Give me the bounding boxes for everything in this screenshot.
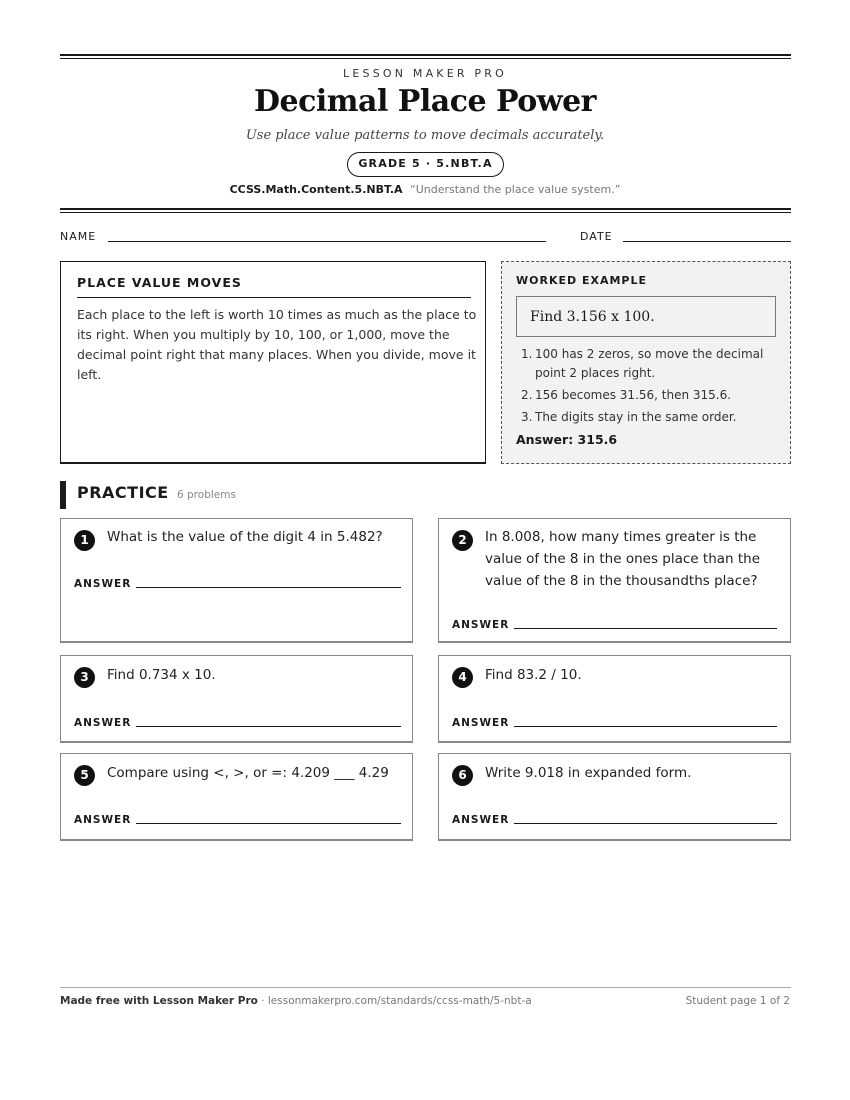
answer-label: ANSWER [452, 717, 510, 729]
name-label: NAME [60, 230, 97, 243]
problem-question: Find 0.734 x 10. [107, 667, 216, 683]
page-subtitle: Use place value patterns to move decimals accurately. [245, 128, 605, 143]
name-field[interactable] [108, 241, 546, 242]
answer-label: ANSWER [74, 578, 132, 590]
answer-label: ANSWER [452, 814, 510, 826]
header-bottom-rule-thin [60, 212, 791, 213]
problem-number-badge: 1 [74, 530, 95, 551]
practice-accent-bar [60, 481, 66, 509]
date-label: DATE [580, 230, 613, 243]
header-top-rule [60, 54, 791, 56]
answer-field[interactable] [514, 823, 777, 824]
problem-card-5 [60, 753, 413, 841]
problem-number-badge: 4 [452, 667, 473, 688]
answer-field[interactable] [514, 726, 777, 727]
answer-label: ANSWER [74, 814, 132, 826]
standard-code: CCSS.Math.Content.5.NBT.A [229, 183, 403, 196]
header-bottom-rule [60, 208, 791, 210]
standard-quote: “Understand the place value system.” [410, 183, 621, 196]
place-value-divider [77, 297, 471, 298]
problem-card-4 [438, 655, 791, 743]
footer-page-number: Student page 1 of 2 [685, 995, 790, 1007]
date-field[interactable] [623, 241, 791, 242]
step-text: 156 becomes 31.56, then 315.6. [535, 388, 732, 402]
answer-field[interactable] [514, 628, 777, 629]
footer-divider [60, 987, 791, 988]
step-number: 1. [521, 347, 533, 361]
answer-label: ANSWER [74, 717, 132, 729]
header-top-rule-thin [60, 58, 791, 59]
problem-question: Find 83.2 / 10. [485, 667, 582, 683]
worked-example-step [521, 345, 776, 383]
footer-credit [60, 995, 532, 1007]
place-value-heading: PLACE VALUE MOVES [77, 275, 242, 290]
footer-made-with: Made free with Lesson Maker Pro [60, 995, 258, 1007]
worked-example-answer: Answer: 315.6 [516, 432, 618, 447]
practice-title: PRACTICE [77, 483, 169, 502]
answer-label: ANSWER [452, 619, 510, 631]
answer-field[interactable] [136, 823, 401, 824]
answer-field[interactable] [136, 726, 401, 727]
worked-example-problem: Find 3.156 x 100. [516, 296, 776, 337]
standard-line [0, 183, 850, 196]
problem-number-badge: 2 [452, 530, 473, 551]
footer-url[interactable]: · lessonmakerpro.com/standards/ccss-math/5-nbt-a [257, 995, 532, 1007]
worked-example-step [521, 386, 776, 405]
grade-badge: GRADE 5 · 5.NBT.A [347, 152, 504, 177]
problem-question: Compare using <, >, or =: 4.209 ___ 4.29 [107, 765, 389, 781]
practice-count: 6 problems [177, 489, 236, 501]
problem-question: What is the value of the digit 4 in 5.482? [107, 529, 383, 545]
answer-field[interactable] [136, 587, 401, 588]
problem-card-2 [438, 518, 791, 643]
worked-example-steps [521, 345, 776, 430]
problem-question: In 8.008, how many times greater is the value of the 8 in the ones place than the value of the 8 in the thousandths place? [485, 529, 761, 589]
problem-number-badge: 6 [452, 765, 473, 786]
worked-example-step [521, 408, 776, 427]
problem-number-badge: 5 [74, 765, 95, 786]
problem-number-badge: 3 [74, 667, 95, 688]
problem-card-6 [438, 753, 791, 841]
step-number: 3. [521, 410, 533, 424]
place-value-body: Each place to the left is worth 10 times as much as the place to its right. When you multiply by 10, 100, or 1,000, move the decimal point right that many places. When you divide, move it left. [77, 307, 477, 382]
worked-example-heading: WORKED EXAMPLE [516, 274, 647, 287]
step-number: 2. [521, 388, 533, 402]
problem-question: Write 9.018 in expanded form. [485, 765, 692, 781]
problem-card-3 [60, 655, 413, 743]
step-text: The digits stay in the same order. [535, 410, 737, 424]
problem-card-1 [60, 518, 413, 643]
brand-name: LESSON MAKER PRO [343, 67, 507, 80]
step-text: 100 has 2 zeros, so move the decimal point 2 places right. [535, 347, 764, 380]
page-title: Decimal Place Power [254, 84, 596, 119]
